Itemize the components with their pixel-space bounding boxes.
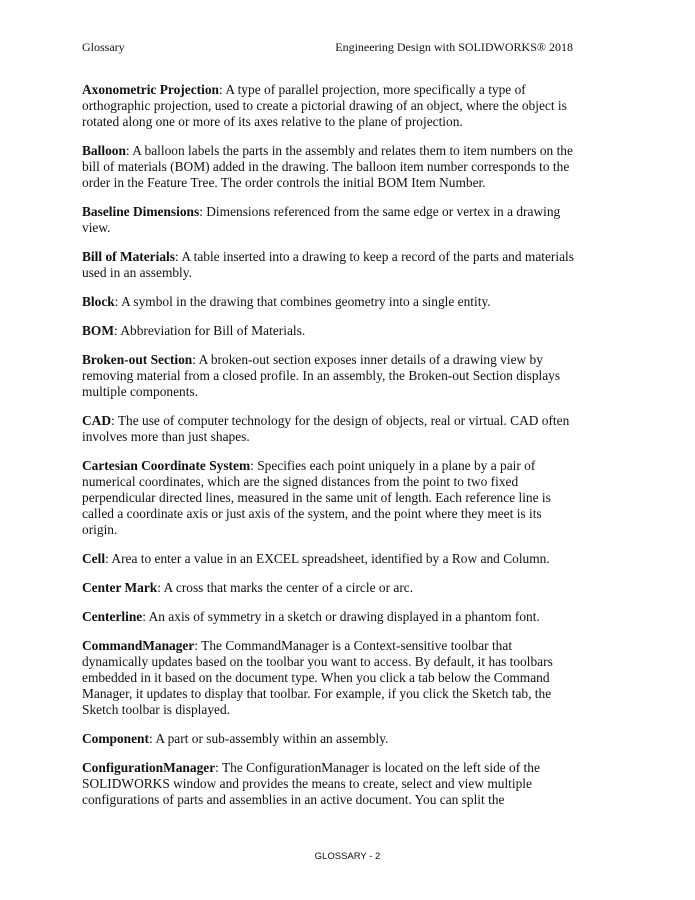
glossary-definition: A broken-out section exposes inner details of a drawing view by removing material from a closed profile. In an assembly, the Broken-out Section displays multiple components.	[82, 352, 561, 399]
glossary-entry: ConfigurationManager: The ConfigurationManager is located on the left side of the SOLIDWORKS window and provides the means to create, select and view multiple configurations of parts and assemblies in an active document. You can split the	[82, 760, 540, 807]
glossary-term: Cartesian Coordinate System	[82, 458, 251, 473]
glossary-definition: The use of computer technology for the design of objects, real or virtual. CAD often involves more than just shapes.	[82, 413, 570, 444]
glossary-term: Bill of Materials	[82, 249, 175, 264]
glossary-entry: Centerline: An axis of symmetry in a sketch or drawing displayed in a phantom font.	[82, 609, 540, 624]
page-number-footer: GLOSSARY - 2	[314, 851, 381, 862]
glossary-definition: A table inserted into a drawing to keep a record of the parts and materials used in an assembly.	[82, 249, 574, 280]
glossary-entry: Axonometric Projection: A type of parallel projection, more specifically a type of orthographic projection, used to create a pictorial drawing of an object, where the object is rotated along one or more of its axes relative to the plane of projection.	[82, 82, 567, 129]
glossary-definition: A type of parallel projection, more specifically a type of orthographic projection, used to create a pictorial drawing of an object, where the object is rotated along one or more of its axes relative to the plane of projection.	[82, 82, 567, 129]
glossary-term: BOM	[82, 323, 114, 338]
glossary-entry: Block: A symbol in the drawing that combines geometry into a single entity.	[82, 294, 491, 309]
running-header-book-title: Engineering Design with SOLIDWORKS® 2018	[335, 40, 573, 54]
glossary-term: CommandManager	[82, 638, 195, 653]
glossary-definition: Specifies each point uniquely in a plane by a pair of numerical coordinates, which are the signed distances from the point to two fixed perpendicular directed lines, measured in the same unit of length. Each reference line is called a coordinate axis or just axis of the system, and the point where they meet is its origin.	[82, 458, 551, 537]
glossary-entry: CAD: The use of computer technology for the design of objects, real or virtual. CAD often involves more than just shapes.	[82, 413, 570, 444]
glossary-definition: A cross that marks the center of a circle or arc.	[163, 580, 414, 595]
glossary-entry: Balloon: A balloon labels the parts in the assembly and relates them to item numbers on the bill of materials (BOM) added in the drawing. The balloon item number corresponds to the order in the Feature Tree. The order controls the initial BOM Item Number.	[82, 143, 573, 190]
glossary-definition: Area to enter a value in an EXCEL spreadsheet, identified by a Row and Column.	[111, 551, 550, 566]
glossary-entries	[82, 82, 574, 821]
glossary-entry: Center Mark: A cross that marks the center of a circle or arc.	[82, 580, 414, 595]
running-header-section: Glossary	[82, 40, 125, 54]
glossary-entry: Component: A part or sub-assembly within an assembly.	[82, 731, 389, 746]
glossary-entry: Cartesian Coordinate System: Specifies each point uniquely in a plane by a pair of numerical coordinates, which are the signed distances from the point to two fixed perpendicular directed lines, measured in the same unit of length. Each reference line is called a coordinate axis or just axis of the system, and the point where they meet is its origin.	[82, 458, 551, 537]
glossary-definition: The ConfigurationManager is located on the left side of the SOLIDWORKS window and provides the means to create, select and view multiple configurations of parts and assemblies in an active document. You can split the	[82, 760, 540, 807]
glossary-definition: A symbol in the drawing that combines geometry into a single entity.	[121, 294, 491, 309]
glossary-entry: BOM: Abbreviation for Bill of Materials.	[82, 323, 306, 338]
glossary-term: Block	[82, 294, 115, 309]
glossary-term: Component	[82, 731, 149, 746]
glossary-entry: Broken-out Section: A broken-out section exposes inner details of a drawing view by removing material from a closed profile. In an assembly, the Broken-out Section displays multiple components.	[82, 352, 561, 399]
glossary-term: Centerline	[82, 609, 143, 624]
glossary-term: ConfigurationManager	[82, 760, 216, 775]
glossary-definition: The CommandManager is a Context-sensitive toolbar that dynamically updates based on the toolbar you want to access. By default, it has toolbars embedded in it based on the document type. When you click a tab below the Command Manager, it updates to display that toolbar. For example, if you click the Sketch tab, the Sketch toolbar is displayed.	[82, 638, 553, 717]
glossary-term: CAD	[82, 413, 112, 428]
glossary-entry: Bill of Materials: A table inserted into a drawing to keep a record of the parts and materials used in an assembly.	[82, 249, 574, 280]
glossary-term: Cell	[82, 551, 106, 566]
glossary-entry: Baseline Dimensions: Dimensions referenced from the same edge or vertex in a drawing view.	[82, 204, 561, 235]
glossary-term: Balloon	[82, 143, 126, 158]
glossary-term: Center Mark	[82, 580, 158, 595]
glossary-term: Broken-out Section	[82, 352, 193, 367]
glossary-term: Baseline Dimensions	[82, 204, 200, 219]
glossary-definition: Dimensions referenced from the same edge or vertex in a drawing view.	[82, 204, 561, 235]
glossary-term: Axonometric Projection	[82, 82, 219, 97]
glossary-definition: An axis of symmetry in a sketch or drawing displayed in a phantom font.	[148, 609, 540, 624]
glossary-entry: Cell: Area to enter a value in an EXCEL spreadsheet, identified by a Row and Column.	[82, 551, 550, 566]
glossary-definition: A part or sub-assembly within an assembly.	[155, 731, 389, 746]
glossary-definition: Abbreviation for Bill of Materials.	[120, 323, 306, 338]
glossary-definition: A balloon labels the parts in the assembly and relates them to item numbers on the bill of materials (BOM) added in the drawing. The balloon item number corresponds to the order in the Feature Tree. The order controls the initial BOM Item Number.	[82, 143, 573, 190]
glossary-entry: CommandManager: The CommandManager is a Context-sensitive toolbar that dynamically updates based on the toolbar you want to access. By default, it has toolbars embedded in it based on the document type. When you click a tab below the Command Manager, it updates to display that toolbar. For example, if you click the Sketch tab, the Sketch toolbar is displayed.	[82, 638, 553, 717]
